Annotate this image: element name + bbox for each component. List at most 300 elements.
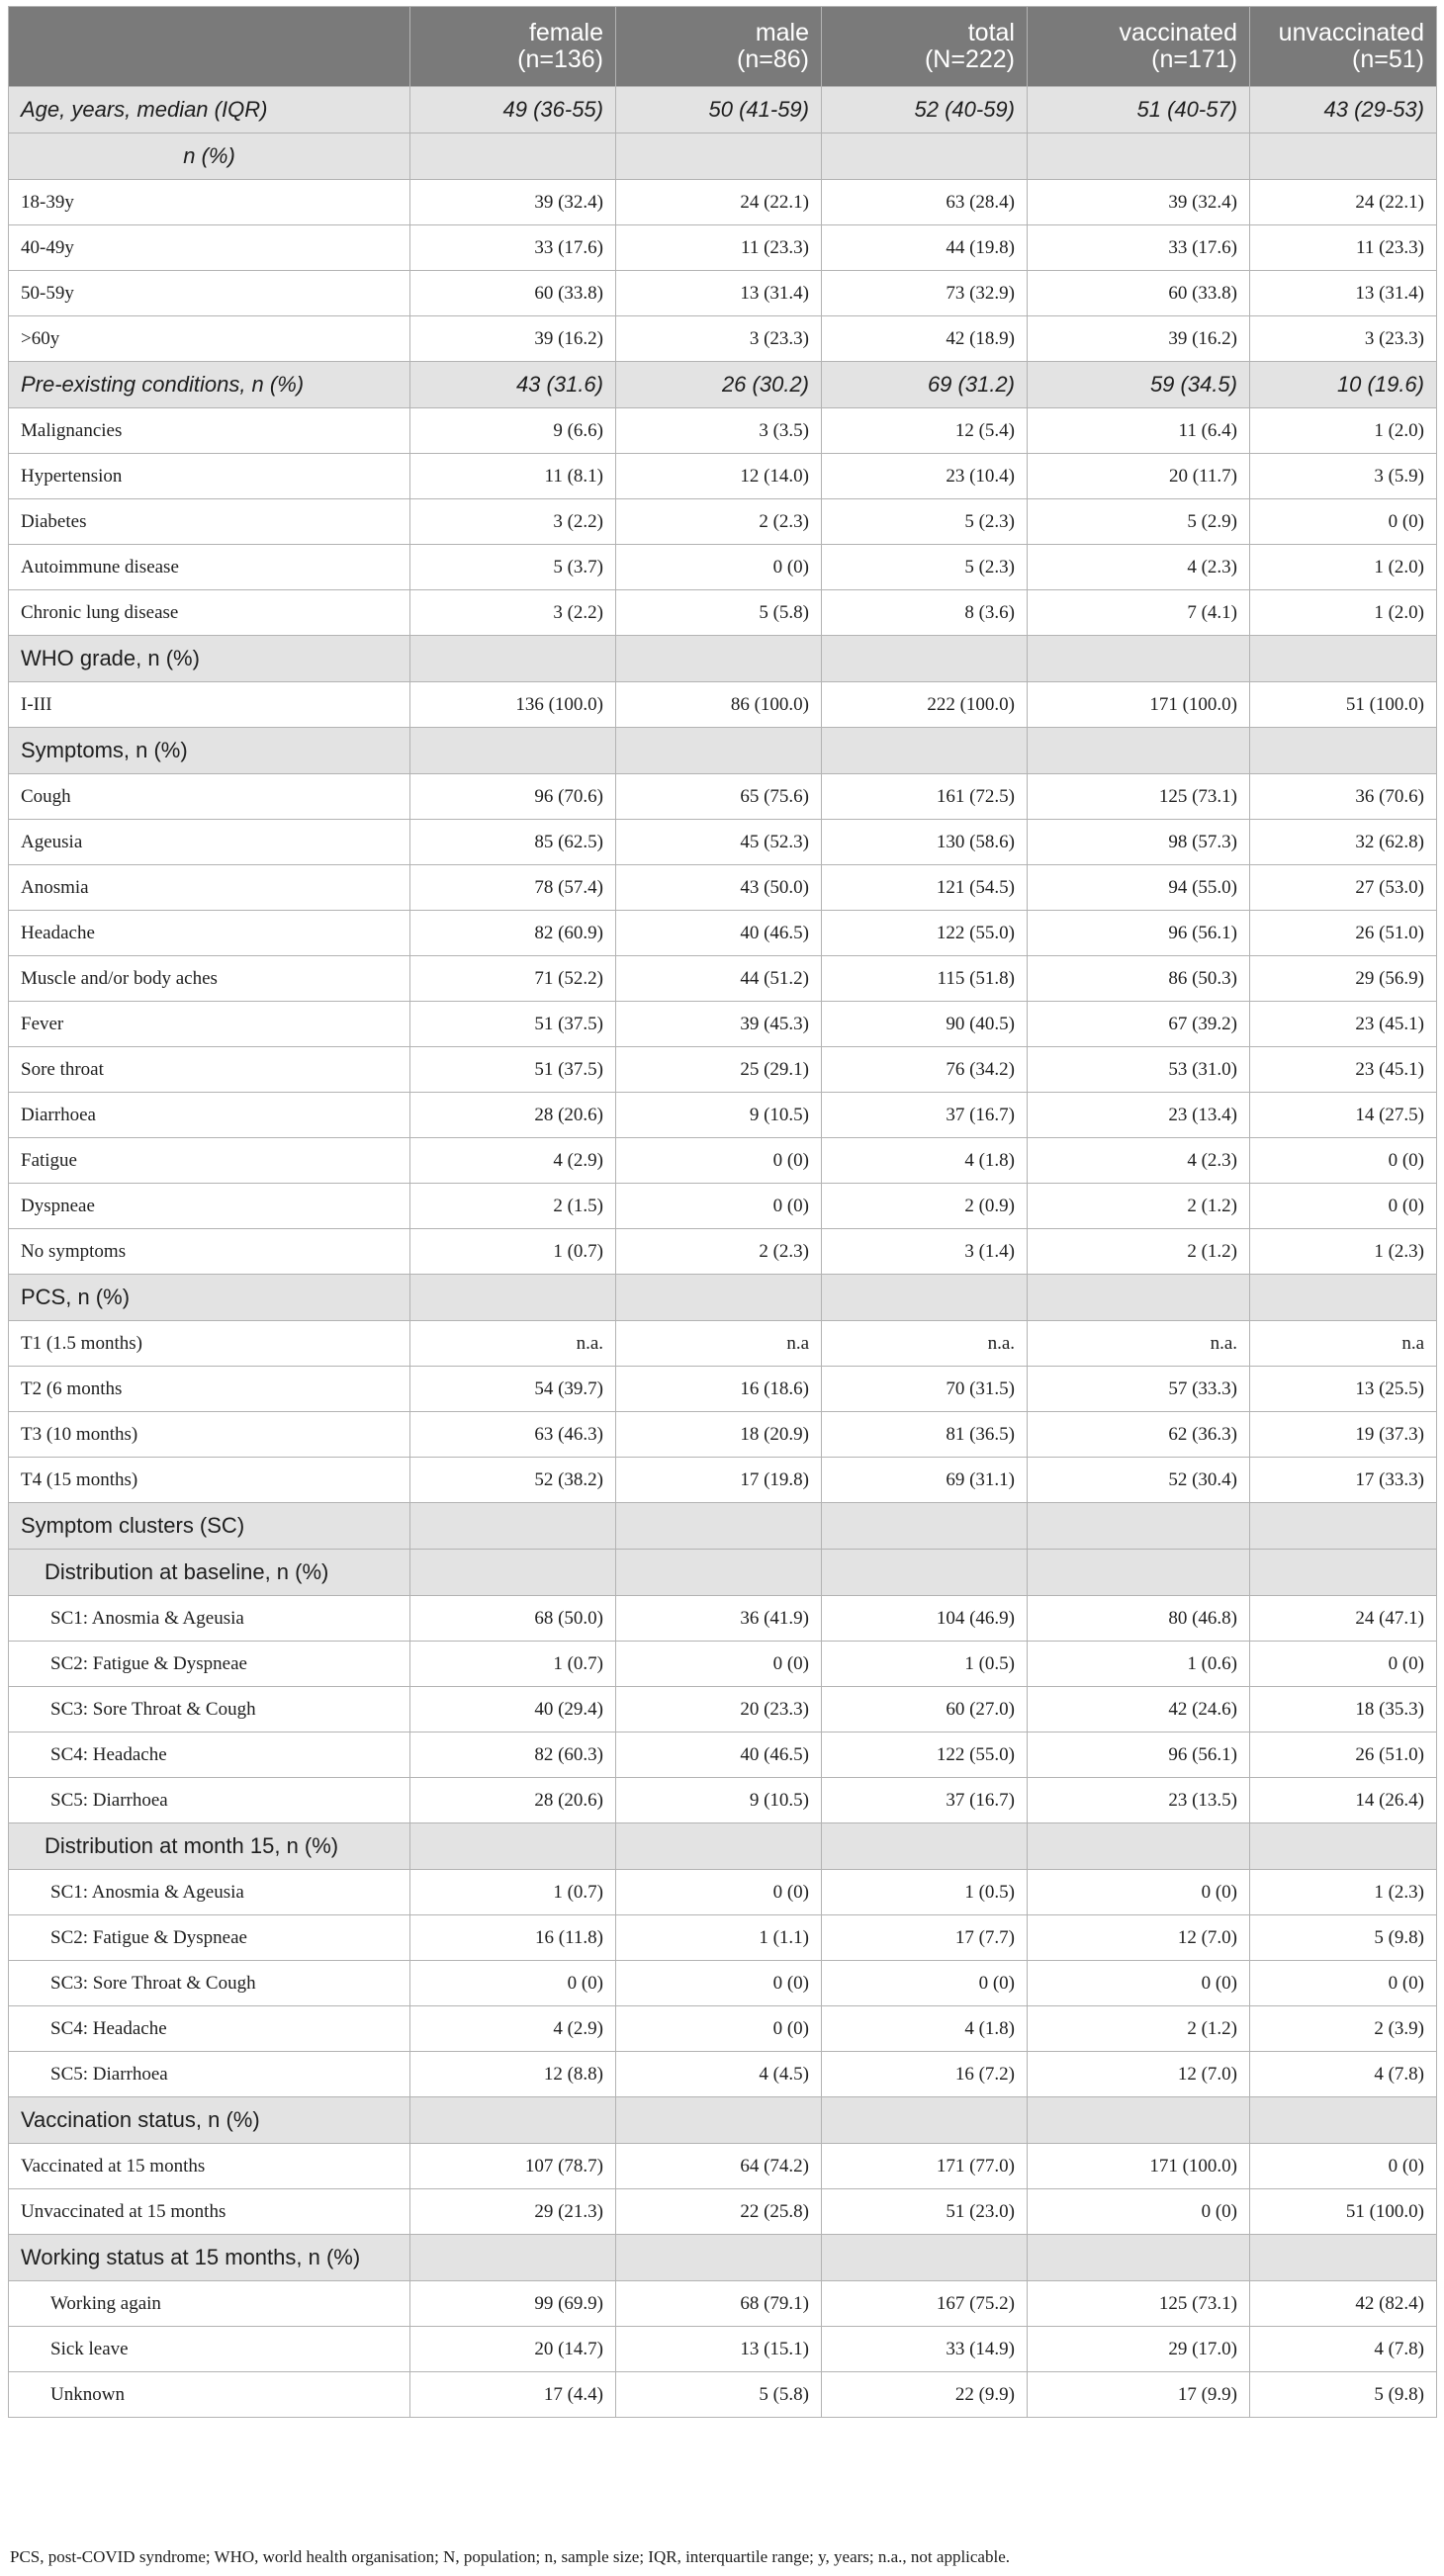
row-label: T2 (6 months — [9, 1367, 410, 1412]
value-cell: 4 (1.8) — [822, 1138, 1028, 1184]
header-female-label: female — [528, 19, 603, 46]
value-cell — [616, 1503, 822, 1550]
header-unvaccinated-count: (n=51) — [1352, 45, 1424, 73]
table-row — [9, 2052, 1437, 2097]
value-cell: 0 (0) — [616, 1138, 822, 1184]
value-cell: 60 (33.8) — [1028, 271, 1250, 316]
value-cell — [410, 133, 616, 180]
value-cell: 4 (2.3) — [1028, 1138, 1250, 1184]
value-cell: 11 (23.3) — [616, 225, 822, 271]
value-cell: 62 (36.3) — [1028, 1412, 1250, 1458]
value-cell — [822, 1550, 1028, 1596]
table-row — [9, 590, 1437, 636]
value-cell: 28 (20.6) — [410, 1093, 616, 1138]
value-cell: 52 (40-59) — [822, 87, 1028, 133]
row-label: >60y — [9, 316, 410, 362]
value-cell: 16 (7.2) — [822, 2052, 1028, 2097]
section-row — [9, 87, 1437, 133]
table-row — [9, 865, 1437, 911]
value-cell: 82 (60.9) — [410, 911, 616, 956]
value-cell: 14 (26.4) — [1250, 1778, 1437, 1823]
value-cell: 40 (29.4) — [410, 1687, 616, 1732]
value-cell: 86 (100.0) — [616, 682, 822, 728]
value-cell: 4 (4.5) — [616, 2052, 822, 2097]
value-cell — [1028, 1503, 1250, 1550]
value-cell: 20 (14.7) — [410, 2327, 616, 2372]
value-cell: 122 (55.0) — [822, 1732, 1028, 1778]
value-cell: 1 (0.7) — [410, 1642, 616, 1687]
header-cell-total — [822, 7, 1028, 87]
table-row — [9, 911, 1437, 956]
header-cell-blank — [9, 7, 410, 87]
value-cell — [616, 2097, 822, 2144]
value-cell: 68 (79.1) — [616, 2281, 822, 2327]
section-row — [9, 2235, 1437, 2281]
value-cell: 29 (17.0) — [1028, 2327, 1250, 2372]
row-label: Diabetes — [9, 499, 410, 545]
value-cell: 42 (24.6) — [1028, 1687, 1250, 1732]
value-cell: 104 (46.9) — [822, 1596, 1028, 1642]
row-label: SC2: Fatigue & Dyspneae — [9, 1642, 410, 1687]
value-cell: 94 (55.0) — [1028, 865, 1250, 911]
value-cell: 29 (21.3) — [410, 2189, 616, 2235]
header-cell-male — [616, 7, 822, 87]
value-cell: 49 (36-55) — [410, 87, 616, 133]
value-cell: 125 (73.1) — [1028, 2281, 1250, 2327]
header-cell-female — [410, 7, 616, 87]
value-cell: 11 (6.4) — [1028, 408, 1250, 454]
value-cell — [822, 1275, 1028, 1321]
value-cell: 0 (0) — [1250, 1642, 1437, 1687]
value-cell: 0 (0) — [1028, 2189, 1250, 2235]
table-row — [9, 1870, 1437, 1915]
value-cell: 43 (29-53) — [1250, 87, 1437, 133]
value-cell: 96 (56.1) — [1028, 1732, 1250, 1778]
value-cell: 51 (40-57) — [1028, 87, 1250, 133]
value-cell — [410, 636, 616, 682]
value-cell: 171 (100.0) — [1028, 2144, 1250, 2189]
value-cell — [616, 1550, 822, 1596]
value-cell — [616, 2235, 822, 2281]
value-cell — [1028, 1823, 1250, 1870]
value-cell: 33 (17.6) — [1028, 225, 1250, 271]
table-row — [9, 499, 1437, 545]
value-cell: 3 (23.3) — [1250, 316, 1437, 362]
section-row — [9, 728, 1437, 774]
value-cell — [822, 1823, 1028, 1870]
value-cell: 44 (19.8) — [822, 225, 1028, 271]
value-cell: 9 (6.6) — [410, 408, 616, 454]
value-cell — [822, 1503, 1028, 1550]
value-cell: n.a. — [822, 1321, 1028, 1367]
value-cell: 43 (31.6) — [410, 362, 616, 408]
row-label: Muscle and/or body aches — [9, 956, 410, 1002]
value-cell: 63 (28.4) — [822, 180, 1028, 225]
value-cell: 4 (2.9) — [410, 1138, 616, 1184]
value-cell: 0 (0) — [410, 1961, 616, 2006]
value-cell: 3 (5.9) — [1250, 454, 1437, 499]
value-cell: 51 (23.0) — [822, 2189, 1028, 2235]
value-cell: 96 (70.6) — [410, 774, 616, 820]
value-cell: 122 (55.0) — [822, 911, 1028, 956]
table-row — [9, 1412, 1437, 1458]
value-cell: 0 (0) — [616, 1961, 822, 2006]
value-cell — [410, 1823, 616, 1870]
value-cell: 1 (2.3) — [1250, 1229, 1437, 1275]
value-cell: 0 (0) — [1028, 1961, 1250, 2006]
value-cell — [1028, 728, 1250, 774]
table-row — [9, 1596, 1437, 1642]
value-cell: 0 (0) — [616, 2006, 822, 2052]
value-cell: 3 (2.2) — [410, 499, 616, 545]
value-cell: 86 (50.3) — [1028, 956, 1250, 1002]
value-cell — [616, 636, 822, 682]
row-label: SC2: Fatigue & Dyspneae — [9, 1915, 410, 1961]
value-cell: 24 (22.1) — [616, 180, 822, 225]
row-label: WHO grade, n (%) — [9, 636, 410, 682]
value-cell: 71 (52.2) — [410, 956, 616, 1002]
value-cell: 42 (18.9) — [822, 316, 1028, 362]
value-cell: 26 (51.0) — [1250, 1732, 1437, 1778]
value-cell: 39 (16.2) — [1028, 316, 1250, 362]
value-cell — [1250, 1823, 1437, 1870]
row-label: 40-49y — [9, 225, 410, 271]
row-label: Diarrhoea — [9, 1093, 410, 1138]
row-label: SC1: Anosmia & Ageusia — [9, 1870, 410, 1915]
table-body — [9, 87, 1437, 2418]
table-footnote: PCS, post-COVID syndrome; WHO, world health organisation; N, population; n, sample size; IQR, interquartile range; y, years; n.a., not applicable. — [10, 2547, 1010, 2566]
value-cell — [1028, 636, 1250, 682]
value-cell — [410, 2097, 616, 2144]
value-cell: 9 (10.5) — [616, 1093, 822, 1138]
value-cell: 8 (3.6) — [822, 590, 1028, 636]
row-label: 50-59y — [9, 271, 410, 316]
section-row — [9, 1550, 1437, 1596]
value-cell: 2 (1.2) — [1028, 2006, 1250, 2052]
row-label: SC1: Anosmia & Ageusia — [9, 1596, 410, 1642]
row-label: Chronic lung disease — [9, 590, 410, 636]
value-cell — [1250, 2235, 1437, 2281]
value-cell: 64 (74.2) — [616, 2144, 822, 2189]
row-label: Ageusia — [9, 820, 410, 865]
row-label: Fatigue — [9, 1138, 410, 1184]
table-row — [9, 1732, 1437, 1778]
value-cell: 51 (37.5) — [410, 1047, 616, 1093]
value-cell: 9 (10.5) — [616, 1778, 822, 1823]
value-cell — [1028, 2235, 1250, 2281]
value-cell: 70 (31.5) — [822, 1367, 1028, 1412]
value-cell — [1250, 728, 1437, 774]
value-cell: 22 (25.8) — [616, 2189, 822, 2235]
value-cell: 73 (32.9) — [822, 271, 1028, 316]
value-cell: 23 (10.4) — [822, 454, 1028, 499]
row-label: Pre-existing conditions, n (%) — [9, 362, 410, 408]
row-label: Working status at 15 months, n (%) — [9, 2235, 410, 2281]
value-cell: 90 (40.5) — [822, 1002, 1028, 1047]
header-unvaccinated-label: unvaccinated — [1278, 19, 1424, 46]
value-cell: 5 (2.9) — [1028, 499, 1250, 545]
value-cell: 42 (82.4) — [1250, 2281, 1437, 2327]
value-cell: 0 (0) — [822, 1961, 1028, 2006]
table-row — [9, 316, 1437, 362]
value-cell: 5 (5.8) — [616, 2372, 822, 2418]
value-cell: 18 (35.3) — [1250, 1687, 1437, 1732]
value-cell: 16 (18.6) — [616, 1367, 822, 1412]
value-cell: 4 (2.9) — [410, 2006, 616, 2052]
row-label: I-III — [9, 682, 410, 728]
value-cell — [616, 728, 822, 774]
value-cell: 3 (23.3) — [616, 316, 822, 362]
value-cell: 69 (31.1) — [822, 1458, 1028, 1503]
value-cell: 5 (2.3) — [822, 499, 1028, 545]
value-cell: 0 (0) — [1028, 1870, 1250, 1915]
value-cell — [1250, 636, 1437, 682]
value-cell: 4 (2.3) — [1028, 545, 1250, 590]
value-cell — [822, 636, 1028, 682]
row-label: Unvaccinated at 15 months — [9, 2189, 410, 2235]
row-label: Vaccination status, n (%) — [9, 2097, 410, 2144]
value-cell: 43 (50.0) — [616, 865, 822, 911]
value-cell: 2 (0.9) — [822, 1184, 1028, 1229]
row-label: SC3: Sore Throat & Cough — [9, 1687, 410, 1732]
row-label: Fever — [9, 1002, 410, 1047]
value-cell: 32 (62.8) — [1250, 820, 1437, 865]
value-cell: 24 (22.1) — [1250, 180, 1437, 225]
value-cell: 12 (7.0) — [1028, 2052, 1250, 2097]
value-cell: 40 (46.5) — [616, 1732, 822, 1778]
value-cell: 51 (100.0) — [1250, 2189, 1437, 2235]
row-label: Malignancies — [9, 408, 410, 454]
value-cell: 13 (31.4) — [616, 271, 822, 316]
value-cell — [616, 1823, 822, 1870]
value-cell: 69 (31.2) — [822, 362, 1028, 408]
section-row — [9, 1275, 1437, 1321]
row-label: Unknown — [9, 2372, 410, 2418]
value-cell: 11 (23.3) — [1250, 225, 1437, 271]
row-label: Cough — [9, 774, 410, 820]
value-cell: n.a — [1250, 1321, 1437, 1367]
row-label: SC5: Diarrhoea — [9, 2052, 410, 2097]
value-cell: 13 (31.4) — [1250, 271, 1437, 316]
row-label: Distribution at baseline, n (%) — [9, 1550, 410, 1596]
table-row — [9, 2281, 1437, 2327]
value-cell: 1 (0.7) — [410, 1229, 616, 1275]
table-row — [9, 1047, 1437, 1093]
section-row — [9, 2097, 1437, 2144]
table-row — [9, 820, 1437, 865]
row-label: Symptom clusters (SC) — [9, 1503, 410, 1550]
value-cell: 12 (5.4) — [822, 408, 1028, 454]
value-cell: 99 (69.9) — [410, 2281, 616, 2327]
row-label: Sore throat — [9, 1047, 410, 1093]
value-cell: 26 (30.2) — [616, 362, 822, 408]
value-cell — [616, 133, 822, 180]
value-cell — [1250, 133, 1437, 180]
value-cell: 14 (27.5) — [1250, 1093, 1437, 1138]
table-row — [9, 1229, 1437, 1275]
value-cell — [822, 133, 1028, 180]
value-cell — [1028, 1550, 1250, 1596]
value-cell: 52 (38.2) — [410, 1458, 616, 1503]
value-cell: 17 (7.7) — [822, 1915, 1028, 1961]
value-cell: 5 (2.3) — [822, 545, 1028, 590]
value-cell: 81 (36.5) — [822, 1412, 1028, 1458]
value-cell: 3 (3.5) — [616, 408, 822, 454]
table-row — [9, 1458, 1437, 1503]
value-cell: 4 (7.8) — [1250, 2052, 1437, 2097]
table-row — [9, 225, 1437, 271]
value-cell: 2 (1.5) — [410, 1184, 616, 1229]
table-row — [9, 2327, 1437, 2372]
value-cell: 171 (100.0) — [1028, 682, 1250, 728]
value-cell: 33 (17.6) — [410, 225, 616, 271]
table-row — [9, 2189, 1437, 2235]
table-row — [9, 1642, 1437, 1687]
value-cell: 60 (33.8) — [410, 271, 616, 316]
value-cell: 2 (3.9) — [1250, 2006, 1437, 2052]
value-cell: 37 (16.7) — [822, 1778, 1028, 1823]
value-cell: n.a. — [1028, 1321, 1250, 1367]
value-cell: 20 (23.3) — [616, 1687, 822, 1732]
value-cell: 1 (2.0) — [1250, 545, 1437, 590]
value-cell: 2 (1.2) — [1028, 1184, 1250, 1229]
table-row — [9, 2144, 1437, 2189]
value-cell: 1 (2.0) — [1250, 408, 1437, 454]
row-label: Anosmia — [9, 865, 410, 911]
value-cell: 45 (52.3) — [616, 820, 822, 865]
value-cell: 5 (9.8) — [1250, 2372, 1437, 2418]
row-label: Dyspneae — [9, 1184, 410, 1229]
value-cell: 39 (32.4) — [410, 180, 616, 225]
header-vaccinated-count: (n=171) — [1151, 45, 1237, 73]
value-cell — [1250, 1275, 1437, 1321]
value-cell: 115 (51.8) — [822, 956, 1028, 1002]
value-cell: 0 (0) — [616, 545, 822, 590]
value-cell: 17 (33.3) — [1250, 1458, 1437, 1503]
row-label: n (%) — [9, 133, 410, 180]
value-cell: 1 (2.0) — [1250, 590, 1437, 636]
value-cell: 23 (45.1) — [1250, 1002, 1437, 1047]
table-row — [9, 271, 1437, 316]
value-cell: 65 (75.6) — [616, 774, 822, 820]
table-row — [9, 2372, 1437, 2418]
row-label: SC4: Headache — [9, 2006, 410, 2052]
section-row — [9, 133, 1437, 180]
value-cell: 7 (4.1) — [1028, 590, 1250, 636]
value-cell: 10 (19.6) — [1250, 362, 1437, 408]
value-cell: 51 (100.0) — [1250, 682, 1437, 728]
value-cell: 125 (73.1) — [1028, 774, 1250, 820]
value-cell: 96 (56.1) — [1028, 911, 1250, 956]
row-label: SC4: Headache — [9, 1732, 410, 1778]
value-cell: 98 (57.3) — [1028, 820, 1250, 865]
value-cell: 27 (53.0) — [1250, 865, 1437, 911]
value-cell: 1 (0.5) — [822, 1870, 1028, 1915]
value-cell: 33 (14.9) — [822, 2327, 1028, 2372]
value-cell — [1028, 2097, 1250, 2144]
row-label: Sick leave — [9, 2327, 410, 2372]
value-cell: 53 (31.0) — [1028, 1047, 1250, 1093]
value-cell — [410, 2235, 616, 2281]
header-cell-vaccinated — [1028, 7, 1250, 87]
value-cell — [616, 1275, 822, 1321]
row-label: 18-39y — [9, 180, 410, 225]
row-label: Headache — [9, 911, 410, 956]
value-cell: 54 (39.7) — [410, 1367, 616, 1412]
value-cell — [822, 2097, 1028, 2144]
value-cell: 17 (4.4) — [410, 2372, 616, 2418]
table-row — [9, 1138, 1437, 1184]
value-cell: 63 (46.3) — [410, 1412, 616, 1458]
value-cell: 44 (51.2) — [616, 956, 822, 1002]
section-row — [9, 1823, 1437, 1870]
value-cell: 39 (45.3) — [616, 1002, 822, 1047]
value-cell: 57 (33.3) — [1028, 1367, 1250, 1412]
value-cell: 13 (15.1) — [616, 2327, 822, 2372]
value-cell: 23 (13.5) — [1028, 1778, 1250, 1823]
header-vaccinated-label: vaccinated — [1119, 19, 1237, 46]
table-row — [9, 1093, 1437, 1138]
section-row — [9, 1503, 1437, 1550]
row-label: Vaccinated at 15 months — [9, 2144, 410, 2189]
value-cell — [410, 1503, 616, 1550]
table-row — [9, 1778, 1437, 1823]
value-cell: 19 (37.3) — [1250, 1412, 1437, 1458]
value-cell: 76 (34.2) — [822, 1047, 1028, 1093]
value-cell: 20 (11.7) — [1028, 454, 1250, 499]
value-cell — [1250, 2097, 1437, 2144]
table-row — [9, 774, 1437, 820]
value-cell: 39 (16.2) — [410, 316, 616, 362]
value-cell: 167 (75.2) — [822, 2281, 1028, 2327]
value-cell: 36 (41.9) — [616, 1596, 822, 1642]
value-cell: 28 (20.6) — [410, 1778, 616, 1823]
value-cell: 0 (0) — [616, 1184, 822, 1229]
row-label: Working again — [9, 2281, 410, 2327]
header-total-label: total — [967, 19, 1015, 46]
table-row — [9, 2006, 1437, 2052]
row-label: Autoimmune disease — [9, 545, 410, 590]
value-cell — [1028, 133, 1250, 180]
header-male-label: male — [755, 19, 809, 46]
row-label: Distribution at month 15, n (%) — [9, 1823, 410, 1870]
value-cell — [822, 728, 1028, 774]
value-cell: 1 (0.7) — [410, 1870, 616, 1915]
table-row — [9, 1687, 1437, 1732]
value-cell: 22 (9.9) — [822, 2372, 1028, 2418]
value-cell: 2 (2.3) — [616, 499, 822, 545]
row-label: PCS, n (%) — [9, 1275, 410, 1321]
row-label: SC3: Sore Throat & Cough — [9, 1961, 410, 2006]
header-row — [9, 7, 1437, 87]
section-row — [9, 362, 1437, 408]
value-cell: 1 (0.6) — [1028, 1642, 1250, 1687]
value-cell: 36 (70.6) — [1250, 774, 1437, 820]
value-cell: 4 (7.8) — [1250, 2327, 1437, 2372]
row-label: T3 (10 months) — [9, 1412, 410, 1458]
value-cell: 67 (39.2) — [1028, 1002, 1250, 1047]
header-total-count: (N=222) — [924, 45, 1015, 73]
value-cell: 24 (47.1) — [1250, 1596, 1437, 1642]
value-cell: 16 (11.8) — [410, 1915, 616, 1961]
value-cell: 1 (0.5) — [822, 1642, 1028, 1687]
table-row — [9, 545, 1437, 590]
value-cell: 136 (100.0) — [410, 682, 616, 728]
value-cell: 0 (0) — [1250, 499, 1437, 545]
value-cell: 11 (8.1) — [410, 454, 616, 499]
value-cell: 0 (0) — [616, 1642, 822, 1687]
value-cell — [410, 728, 616, 774]
